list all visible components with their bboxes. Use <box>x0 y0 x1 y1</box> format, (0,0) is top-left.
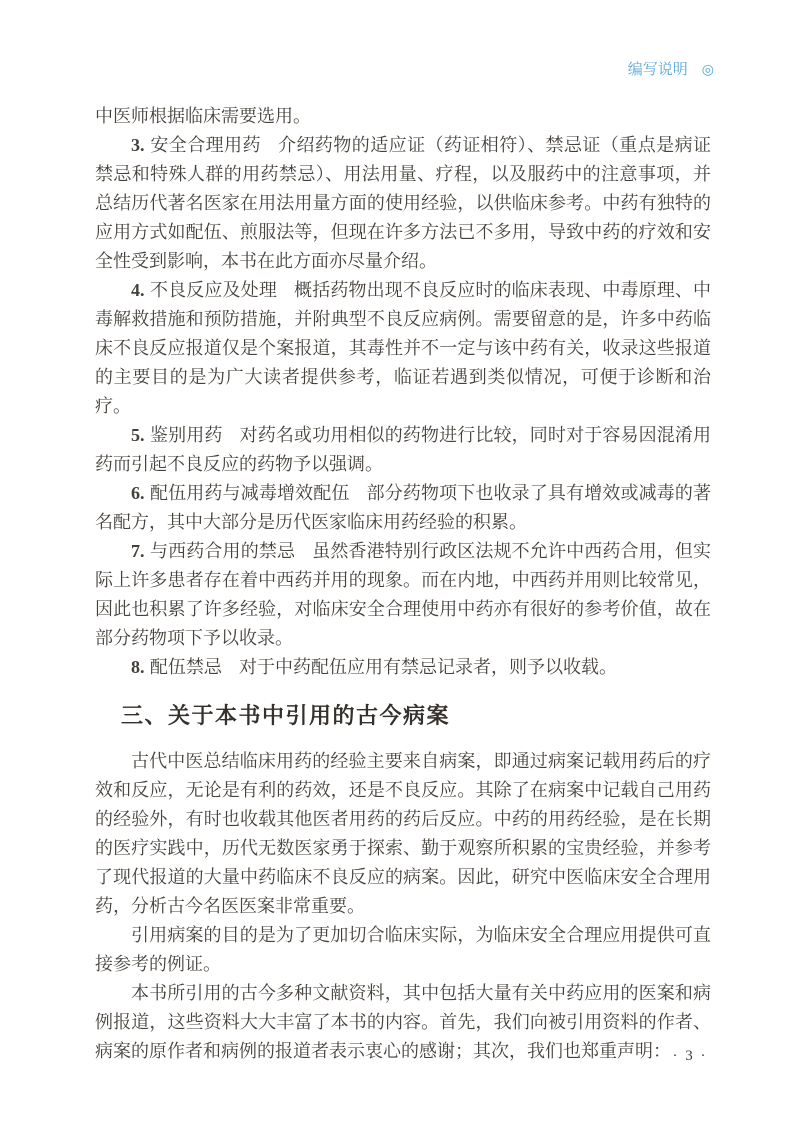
item-term: 不良反应及处理 <box>149 280 277 300</box>
item-text: 对药名或功用相似的药物进行比较，同时对于容易因混淆用药而引起不良反应的药物予以强调。 <box>95 425 711 474</box>
item-text: 部分药物项下也收录了具有增效或减毒的著名配方，其中大部分是历代医家临床用药经验的积累。 <box>95 483 712 532</box>
page-header <box>0 58 714 79</box>
item-text: 对于中药配伍应用有禁忌记录者，则予以收载。 <box>238 657 617 677</box>
item-term: 安全合理用药 <box>149 135 261 155</box>
list-item <box>95 131 711 276</box>
bullseye-icon: ◎ <box>701 60 714 77</box>
body-paragraph: 引用病案的目的是为了更加切合临床实际，为临床安全合理应用提供可直接参考的例证。 <box>95 925 711 974</box>
item-text: 介绍药物的适应证（药证相符）、禁忌证（重点是病证禁忌和特殊人群的用药禁忌）、用法用量、疗程，以及服药中的注意事项，并总结历代著名医家在用法用量方面的使用经验，以供临床参考。中药有独特的应用方式如配伍、煎服法等，但现在许多方法已不多用，导致中药的疗效和安全性受到影响，本书在此方面亦尽量介绍。 <box>95 135 712 271</box>
item-text: 虽然香港特别行政区法规不允许中西药合用，但实际上许多患者存在着中西药并用的现象。而在内地，中西药并用则比较常见，因此也积累了许多经验，对临床安全合理使用中药亦有很好的参考价值，故在部分药物项下予以收录。 <box>95 541 712 648</box>
list-item <box>95 421 711 479</box>
list-item <box>95 537 711 653</box>
running-head-title: 编写说明 <box>627 61 688 78</box>
list-item <box>95 479 711 537</box>
continuation-line: 中医师根据临床需要选用。 <box>95 106 311 126</box>
item-term: 与西药合用的禁忌 <box>149 541 296 561</box>
item-number: 4. <box>131 280 145 300</box>
body-paragraph: 本书所引用的古今多种文献资料，其中包括大量有关中药应用的医案和病例报道，这些资料大大丰富了本书的内容。首先，我们向被引用资料的作者、病案的原作者和病例的报道者表示衷心的感谢；其次，我们也郑重声明： <box>95 983 711 1061</box>
page-number: · 3 · <box>672 1048 708 1064</box>
item-number: 8. <box>131 657 145 677</box>
item-term: 配伍禁忌 <box>149 657 222 677</box>
page-body <box>95 102 711 1066</box>
item-term: 配伍用药与减毒增效配伍 <box>149 483 350 503</box>
item-term: 鉴别用药 <box>149 425 223 445</box>
body-paragraph: 古代中医总结临床用药的经验主要来自病案，即通过病案记载用药后的疗效和反应，无论是有利的药效，还是不良反应。其除了在病案中记载自己用药的经验外，有时也收载其他医者用药的药后反应。中药的用药经验，是在长期的医疗实践中，历代无数医家勇于探索、勤于观察所积累的宝贵经验，并参考了现代报道的大量中药临床不良反应的病案。因此，研究中医临床安全合理用药，分析古今名医医案非常重要。 <box>95 751 711 916</box>
section-heading: 三、关于本书中引用的古今病案 <box>121 703 451 728</box>
item-number: 7. <box>131 541 145 561</box>
item-number: 6. <box>131 483 145 503</box>
list-item <box>95 653 711 682</box>
item-text: 概括药物出现不良反应时的临床表现、中毒原理、中毒解救措施和预防措施，并附典型不良反应病例。需要留意的是，许多中药临床不良反应报道仅是个案报道，其毒性并不一定与该中药有关，收录这些报道的主要目的是为广大读者提供参考，临证若遇到类似情况，可便于诊断和治疗。 <box>95 280 712 416</box>
item-number: 3. <box>131 135 145 155</box>
list-item <box>95 276 711 421</box>
item-number: 5. <box>131 425 145 445</box>
